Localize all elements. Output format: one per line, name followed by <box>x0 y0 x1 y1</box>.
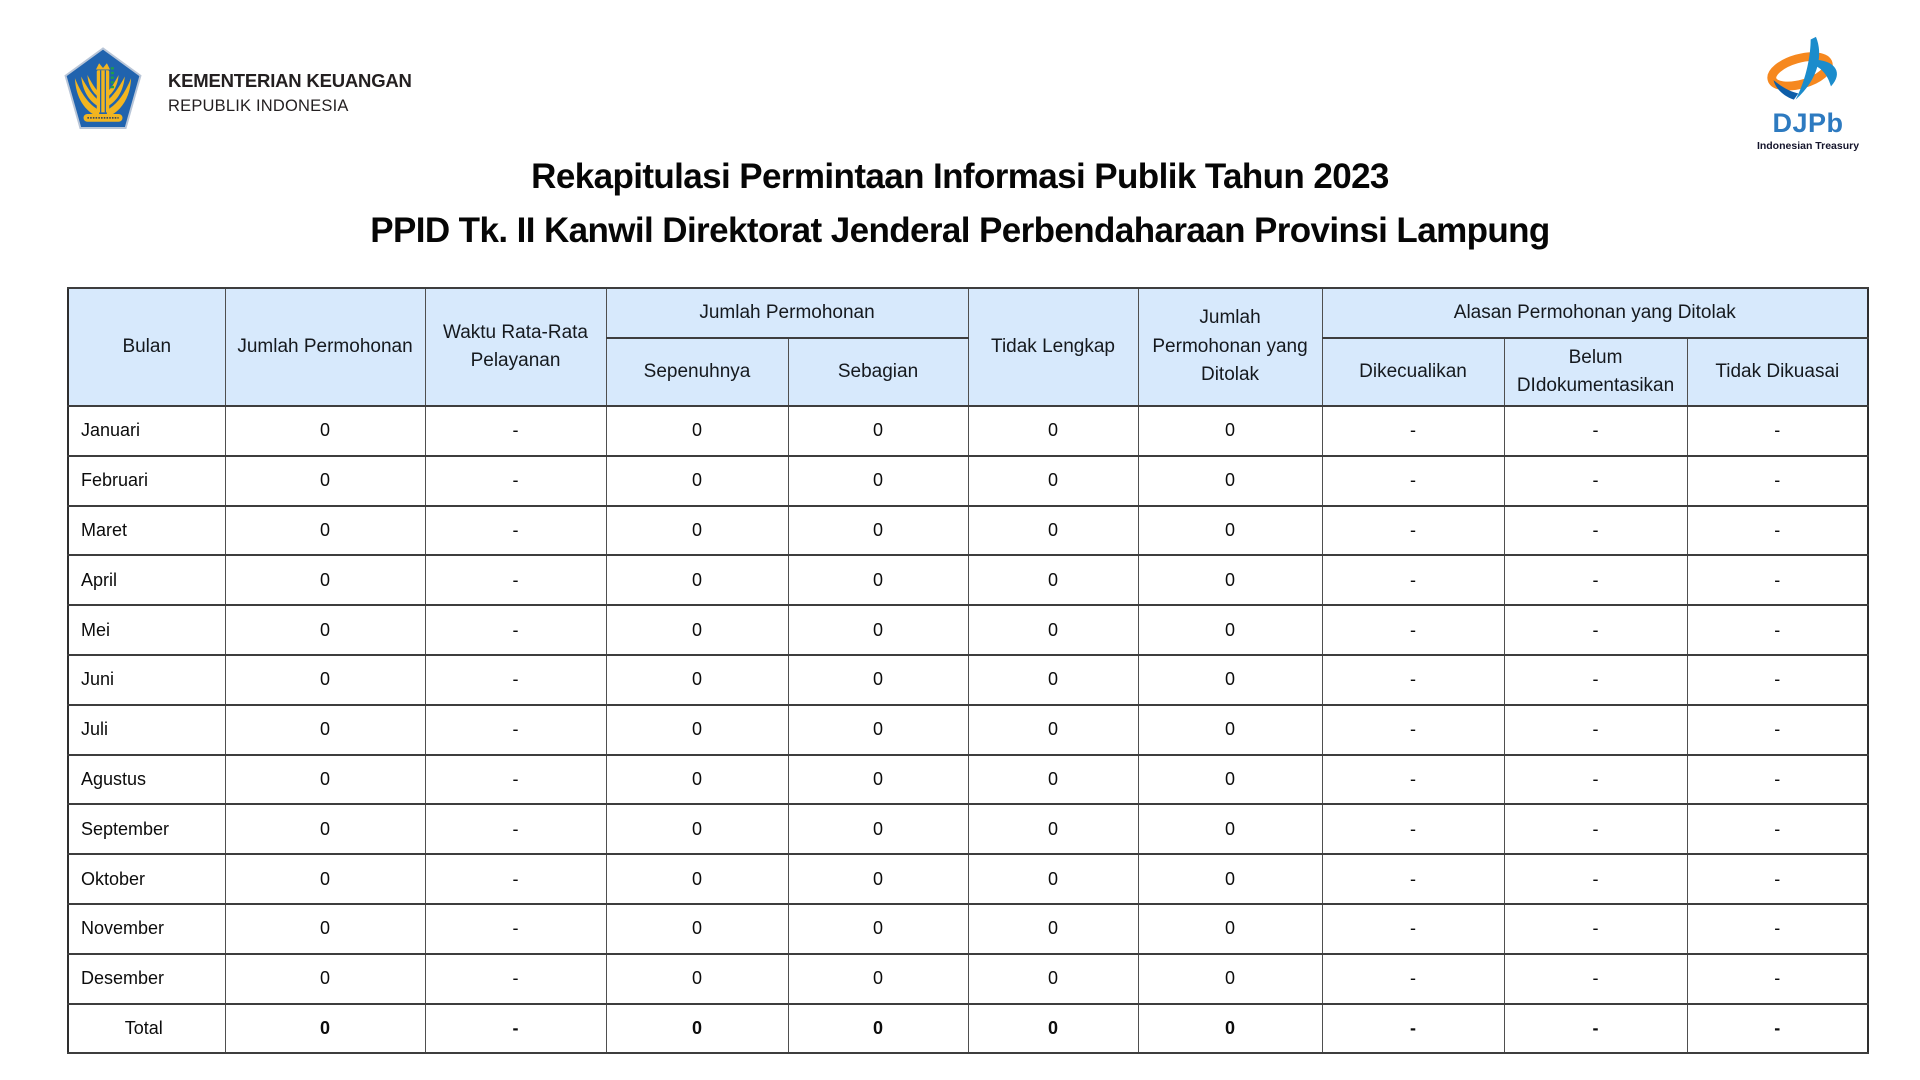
value-cell: 0 <box>968 755 1138 805</box>
value-cell: 0 <box>1138 755 1322 805</box>
value-cell: 0 <box>606 506 788 556</box>
value-cell: - <box>1504 954 1687 1004</box>
value-cell: 0 <box>225 655 425 705</box>
value-cell: - <box>1687 655 1868 705</box>
value-cell: - <box>1322 406 1504 456</box>
value-cell: - <box>1504 854 1687 904</box>
value-cell: - <box>1504 804 1687 854</box>
value-cell: 0 <box>788 655 968 705</box>
table-row <box>68 655 1868 705</box>
table-row <box>68 954 1868 1004</box>
table-body <box>68 406 1868 1053</box>
value-cell: 0 <box>1138 954 1322 1004</box>
value-cell: 0 <box>968 804 1138 854</box>
value-cell: - <box>425 954 606 1004</box>
month-cell: September <box>68 804 225 854</box>
page-title-line2: PPID Tk. II Kanwil Direktorat Jenderal Perbendaharaan Provinsi Lampung <box>370 211 1550 250</box>
value-cell: - <box>1322 456 1504 506</box>
total-value-cell: 0 <box>968 1004 1138 1054</box>
value-cell: 0 <box>788 555 968 605</box>
total-value-cell: - <box>425 1004 606 1054</box>
value-cell: - <box>1322 954 1504 1004</box>
value-cell: 0 <box>225 705 425 755</box>
col-header-dikecualikan: Dikecualikan <box>1322 338 1504 406</box>
table-row <box>68 605 1868 655</box>
value-cell: - <box>425 456 606 506</box>
total-value-cell: 0 <box>1138 1004 1322 1054</box>
kemenkeu-logo-block <box>64 46 412 132</box>
value-cell: - <box>1687 605 1868 655</box>
djpb-wordmark: DJPb <box>1772 108 1844 138</box>
total-value-cell: - <box>1322 1004 1504 1054</box>
month-cell: Oktober <box>68 854 225 904</box>
value-cell: - <box>1687 506 1868 556</box>
value-cell: 0 <box>788 456 968 506</box>
djpb-subtitle: Indonesian Treasury <box>1756 140 1860 152</box>
value-cell: 0 <box>968 555 1138 605</box>
table-row <box>68 854 1868 904</box>
total-label-cell: Total <box>68 1004 225 1054</box>
value-cell: - <box>1687 456 1868 506</box>
table-row <box>68 506 1868 556</box>
table-row <box>68 705 1868 755</box>
col-header-tidak-lengkap: Tidak Lengkap <box>968 288 1138 406</box>
value-cell: - <box>425 705 606 755</box>
value-cell: - <box>425 406 606 456</box>
month-cell: Januari <box>68 406 225 456</box>
month-cell: Juni <box>68 655 225 705</box>
value-cell: - <box>1504 605 1687 655</box>
value-cell: 0 <box>225 854 425 904</box>
value-cell: 0 <box>225 804 425 854</box>
value-cell: - <box>1322 854 1504 904</box>
month-cell: Agustus <box>68 755 225 805</box>
value-cell: 0 <box>1138 705 1322 755</box>
page-title-line1: Rekapitulasi Permintaan Informasi Publik Tahun 2023 <box>531 157 1389 196</box>
value-cell: - <box>1504 506 1687 556</box>
value-cell: 0 <box>788 406 968 456</box>
table-row <box>68 755 1868 805</box>
month-cell: November <box>68 904 225 954</box>
value-cell: 0 <box>788 954 968 1004</box>
value-cell: 0 <box>606 904 788 954</box>
value-cell: 0 <box>1138 456 1322 506</box>
value-cell: - <box>425 904 606 954</box>
col-header-sebagian: Sebagian <box>788 338 968 406</box>
table-row <box>68 804 1868 854</box>
value-cell: 0 <box>968 506 1138 556</box>
value-cell: - <box>1322 904 1504 954</box>
value-cell: 0 <box>1138 406 1322 456</box>
value-cell: - <box>1322 506 1504 556</box>
value-cell: - <box>1687 954 1868 1004</box>
value-cell: - <box>1504 755 1687 805</box>
value-cell: - <box>1504 555 1687 605</box>
value-cell: - <box>425 655 606 705</box>
table-row <box>68 904 1868 954</box>
value-cell: 0 <box>1138 655 1322 705</box>
value-cell: 0 <box>225 555 425 605</box>
col-header-bulan: Bulan <box>68 288 225 406</box>
col-header-sepenuhnya: Sepenuhnya <box>606 338 788 406</box>
total-value-cell: - <box>1687 1004 1868 1054</box>
value-cell: - <box>425 854 606 904</box>
value-cell: 0 <box>1138 555 1322 605</box>
value-cell: - <box>1504 655 1687 705</box>
value-cell: 0 <box>788 755 968 805</box>
value-cell: 0 <box>788 854 968 904</box>
ministry-country: REPUBLIK INDONESIA <box>168 97 349 115</box>
value-cell: 0 <box>968 655 1138 705</box>
total-value-cell: 0 <box>606 1004 788 1054</box>
value-cell: 0 <box>606 655 788 705</box>
month-cell: Februari <box>68 456 225 506</box>
value-cell: 0 <box>225 506 425 556</box>
value-cell: 0 <box>968 406 1138 456</box>
value-cell: 0 <box>788 904 968 954</box>
value-cell: - <box>425 605 606 655</box>
total-value-cell: 0 <box>788 1004 968 1054</box>
total-value-cell: - <box>1504 1004 1687 1054</box>
value-cell: 0 <box>225 755 425 805</box>
value-cell: - <box>1687 406 1868 456</box>
ministry-name: KEMENTERIAN KEUANGAN <box>168 70 412 91</box>
table-row <box>68 406 1868 456</box>
value-cell: - <box>1687 555 1868 605</box>
value-cell: - <box>1687 705 1868 755</box>
total-value-cell: 0 <box>225 1004 425 1054</box>
value-cell: 0 <box>968 705 1138 755</box>
value-cell: - <box>1322 705 1504 755</box>
value-cell: - <box>1687 854 1868 904</box>
value-cell: 0 <box>225 605 425 655</box>
value-cell: 0 <box>225 954 425 1004</box>
value-cell: 0 <box>606 954 788 1004</box>
value-cell: - <box>425 804 606 854</box>
value-cell: - <box>1322 555 1504 605</box>
value-cell: - <box>1504 456 1687 506</box>
value-cell: 0 <box>606 605 788 655</box>
recap-table <box>67 287 1869 1054</box>
value-cell: 0 <box>606 854 788 904</box>
value-cell: - <box>1322 804 1504 854</box>
value-cell: 0 <box>1138 605 1322 655</box>
value-cell: 0 <box>968 854 1138 904</box>
table-row <box>68 555 1868 605</box>
value-cell: - <box>1322 605 1504 655</box>
value-cell: 0 <box>606 705 788 755</box>
table-row <box>68 456 1868 506</box>
value-cell: 0 <box>1138 804 1322 854</box>
col-header-ditolak: Jumlah Permohonan yang Ditolak <box>1138 288 1322 406</box>
col-header-jumlah-permohonan: Jumlah Permohonan <box>225 288 425 406</box>
total-row <box>68 1004 1868 1054</box>
djpb-logo-icon <box>1748 36 1868 112</box>
month-cell: Mei <box>68 605 225 655</box>
month-cell: April <box>68 555 225 605</box>
value-cell: 0 <box>606 406 788 456</box>
value-cell: - <box>1504 904 1687 954</box>
value-cell: - <box>425 755 606 805</box>
value-cell: 0 <box>788 506 968 556</box>
value-cell: 0 <box>1138 506 1322 556</box>
value-cell: 0 <box>606 456 788 506</box>
value-cell: 0 <box>968 904 1138 954</box>
value-cell: - <box>1687 804 1868 854</box>
value-cell: - <box>1322 755 1504 805</box>
value-cell: - <box>1687 904 1868 954</box>
value-cell: 0 <box>225 904 425 954</box>
value-cell: 0 <box>606 755 788 805</box>
value-cell: - <box>425 555 606 605</box>
value-cell: 0 <box>225 456 425 506</box>
kemenkeu-pentagon-logo-icon <box>64 46 142 132</box>
table-header <box>68 288 1868 406</box>
group-header-jumlah-permohonan: Jumlah Permohonan <box>606 288 968 338</box>
value-cell: 0 <box>1138 854 1322 904</box>
value-cell: - <box>1322 655 1504 705</box>
value-cell: 0 <box>788 705 968 755</box>
value-cell: 0 <box>968 456 1138 506</box>
value-cell: - <box>1504 406 1687 456</box>
value-cell: 0 <box>788 605 968 655</box>
page-title <box>0 150 1920 258</box>
month-cell: Maret <box>68 506 225 556</box>
value-cell: 0 <box>968 954 1138 1004</box>
value-cell: 0 <box>968 605 1138 655</box>
group-header-alasan-ditolak: Alasan Permohonan yang Ditolak <box>1322 288 1868 338</box>
djpb-logo-block <box>1748 36 1868 152</box>
col-header-waktu: Waktu Rata-Rata Pelayanan <box>425 288 606 406</box>
value-cell: 0 <box>788 804 968 854</box>
value-cell: 0 <box>606 804 788 854</box>
col-header-belum-didokumentasikan: Belum DIdokumentasikan <box>1504 338 1687 406</box>
value-cell: - <box>1687 755 1868 805</box>
month-cell: Desember <box>68 954 225 1004</box>
value-cell: 0 <box>1138 904 1322 954</box>
value-cell: 0 <box>606 555 788 605</box>
value-cell: - <box>1504 705 1687 755</box>
value-cell: 0 <box>225 406 425 456</box>
col-header-tidak-dikuasai: Tidak Dikuasai <box>1687 338 1868 406</box>
month-cell: Juli <box>68 705 225 755</box>
value-cell: - <box>425 506 606 556</box>
